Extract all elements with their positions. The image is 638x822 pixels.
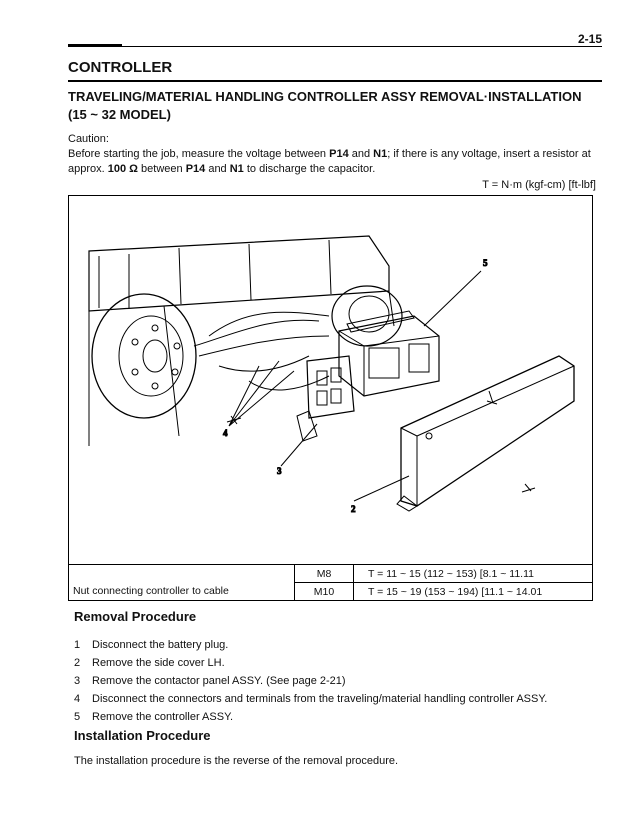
- step-text: Disconnect the battery plug.: [92, 639, 229, 651]
- header-rule: [68, 46, 602, 47]
- step-number: 5: [74, 711, 81, 723]
- list-item: [74, 708, 604, 726]
- step-number: 3: [74, 675, 81, 687]
- torque-unit-note: T = N·m (kgf-cm) [ft-lbf]: [482, 179, 596, 191]
- list-item: [74, 672, 604, 690]
- caution-block: [68, 132, 596, 177]
- step-text: Remove the contactor panel ASSY. (See page 2-21): [92, 675, 346, 687]
- torque-description: Nut connecting controller to cable: [69, 565, 295, 601]
- terminal-n1: N1: [229, 163, 244, 175]
- list-item: [74, 690, 604, 708]
- table-row: [69, 565, 592, 583]
- callout-2: 2: [351, 504, 356, 514]
- step-text: Remove the controller ASSY.: [92, 711, 234, 723]
- step-number: 1: [74, 639, 81, 651]
- list-item: [74, 654, 604, 672]
- removal-steps-list: [74, 636, 604, 726]
- caution-text-part: between: [137, 163, 186, 175]
- caution-label: Caution:: [68, 133, 109, 145]
- torque-value: T = 15 ~ 19 (153 ~ 194) [11.1 ~ 14.01: [354, 583, 593, 601]
- bolt-size: M8: [295, 565, 354, 583]
- installation-heading: Installation Procedure: [74, 728, 211, 743]
- step-text: Remove the side cover LH.: [92, 657, 225, 669]
- section-rule: [68, 80, 602, 82]
- procedure-title: TRAVELING/MATERIAL HANDLING CONTROLLER ASSY REMOVAL·INSTALLATION (15 ~ 32 MODEL): [68, 89, 582, 122]
- figure-box: [68, 195, 593, 601]
- bolt-size: M10: [295, 583, 354, 601]
- resistance-value: 100 Ω: [107, 163, 138, 175]
- controller-assembly-illustration: [69, 196, 592, 566]
- terminal-p14: P14: [329, 148, 349, 160]
- torque-value: T = 11 ~ 15 (112 ~ 153) [8.1 ~ 11.11: [354, 565, 593, 583]
- list-item: [74, 636, 604, 654]
- caution-text: [68, 147, 596, 177]
- caution-text-part: and: [348, 148, 374, 160]
- caution-text-part: and: [205, 163, 230, 175]
- terminal-n1: N1: [373, 148, 388, 160]
- callout-5: 5: [483, 258, 488, 268]
- section-title: CONTROLLER: [68, 59, 173, 76]
- step-number: 4: [74, 693, 81, 705]
- removal-heading: Removal Procedure: [74, 609, 197, 624]
- caution-text-part: ; if there is any voltage, insert a resistor at approx.: [68, 148, 591, 175]
- caution-text-part: to discharge the capacitor.: [243, 163, 376, 175]
- installation-text: The installation procedure is the reverse of the removal procedure.: [74, 755, 399, 767]
- step-text: Disconnect the connectors and terminals from the traveling/material handling controller ASSY.: [92, 693, 548, 705]
- caution-text-part: Before starting the job, measure the voltage between: [68, 148, 330, 160]
- terminal-p14: P14: [185, 163, 206, 175]
- page-number: 2-15: [577, 32, 602, 46]
- step-number: 2: [74, 657, 81, 669]
- torque-table: [69, 564, 592, 600]
- callout-3: 3: [277, 466, 282, 476]
- callout-4: 4: [223, 428, 228, 438]
